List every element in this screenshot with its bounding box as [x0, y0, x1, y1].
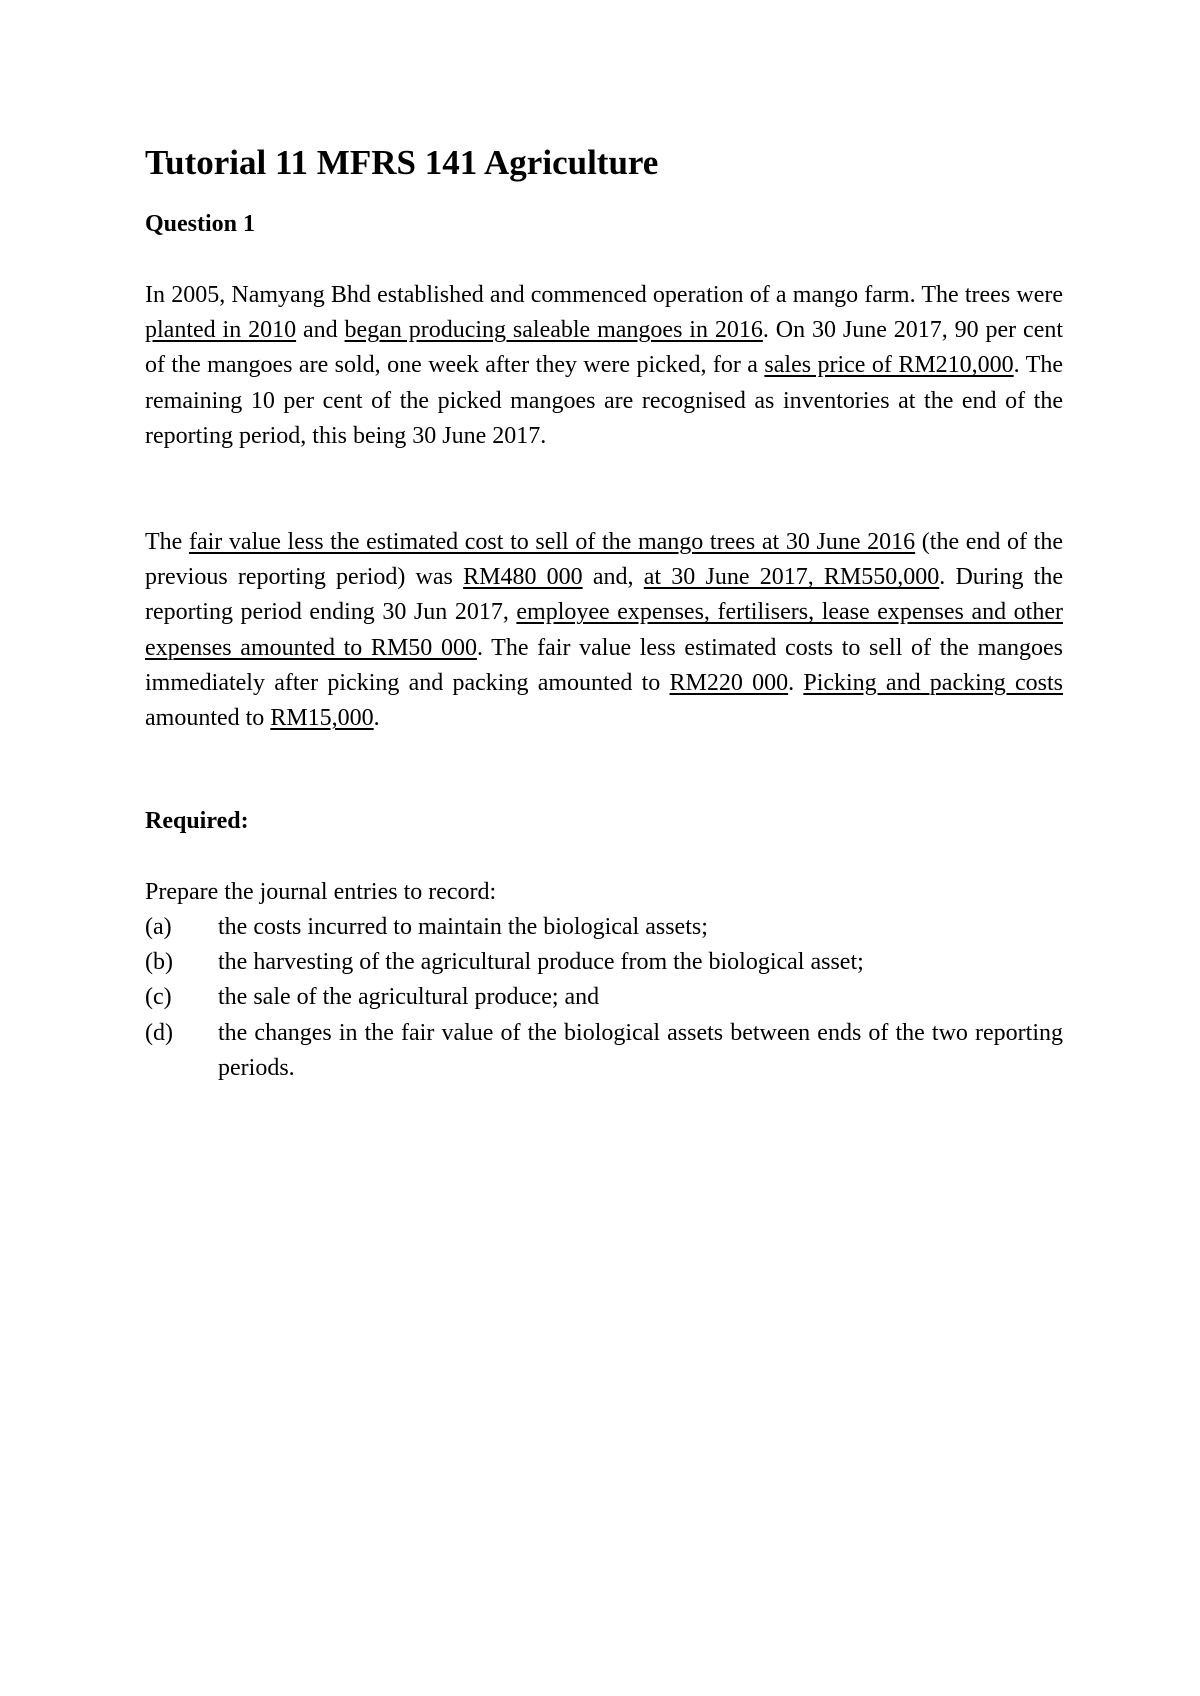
text-segment: In 2005, Namyang Bhd established and commenced operation of a mango farm. The trees were: [145, 282, 1063, 308]
question-paragraph-1: [145, 278, 1063, 454]
question-paragraph-2: [145, 525, 1063, 736]
list-item-label: (b): [145, 949, 173, 976]
text-segment: The: [145, 529, 189, 555]
text-segment: . The remaining 10 per cent of the picked mangoes are recognised as inventories at the end of the reporting period, this being 30 June 2017.: [145, 352, 1063, 449]
list-item-text: the sale of the agricultural produce; and: [218, 984, 600, 1011]
list-item: [145, 1016, 1063, 1086]
list-item: [145, 910, 1063, 945]
text-segment: amounted to: [145, 705, 271, 732]
instruction-text: Prepare the journal entries to record:: [145, 879, 497, 905]
underlined-text: RM15,000: [270, 705, 374, 732]
underlined-text: at 30 June 2017, RM550,000: [643, 564, 940, 591]
underlined-text: Picking and packing costs: [803, 669, 1064, 696]
underlined-text: RM220 000: [669, 669, 789, 696]
list-item-label: (d): [145, 1019, 173, 1046]
underlined-text: began producing saleable mangoes in 2016: [344, 317, 763, 344]
requirements-list: [145, 910, 1063, 1086]
text-segment: . During the reporting period ending 30 Jun 2017,: [145, 564, 1063, 626]
required-heading: Required:: [145, 808, 249, 834]
text-segment: . The fair value less estimated costs to sell of the mangoes immediately after picking and packing amounted to: [145, 634, 1063, 696]
underlined-text: planted in 2010: [145, 317, 297, 344]
list-item-label: (a): [145, 914, 172, 940]
page-title: Tutorial 11 MFRS 141 Agriculture: [145, 143, 659, 182]
underlined-text: sales price of RM210,000: [764, 352, 1014, 379]
underlined-text: RM480 000: [463, 564, 583, 591]
list-item-text: the costs incurred to maintain the biological assets;: [218, 914, 708, 940]
text-segment: and: [296, 317, 345, 344]
text-segment: and,: [582, 564, 644, 591]
underlined-text: employee expenses, fertilisers, lease expenses and other expenses amounted to RM50 000: [145, 599, 1063, 661]
text-segment: .: [373, 705, 380, 732]
text-segment: .: [788, 669, 804, 696]
list-item-text: the harvesting of the agricultural produce from the biological asset;: [218, 949, 864, 976]
text-segment: (the end of the previous reporting period) was: [145, 529, 1064, 591]
list-item: [145, 945, 1063, 980]
list-item-text: the changes in the fair value of the biological assets between ends of the two reporting periods.: [218, 1019, 1063, 1081]
question-heading: Question 1: [145, 211, 256, 237]
list-item: [145, 980, 1063, 1015]
list-item-label: (c): [145, 984, 172, 1011]
text-segment: . On 30 June 2017, 90 per cent of the mangoes are sold, one week after they were picked, for a: [145, 317, 1064, 379]
underlined-text: fair value less the estimated cost to sell of the mango trees at 30 June 2016: [188, 529, 916, 555]
